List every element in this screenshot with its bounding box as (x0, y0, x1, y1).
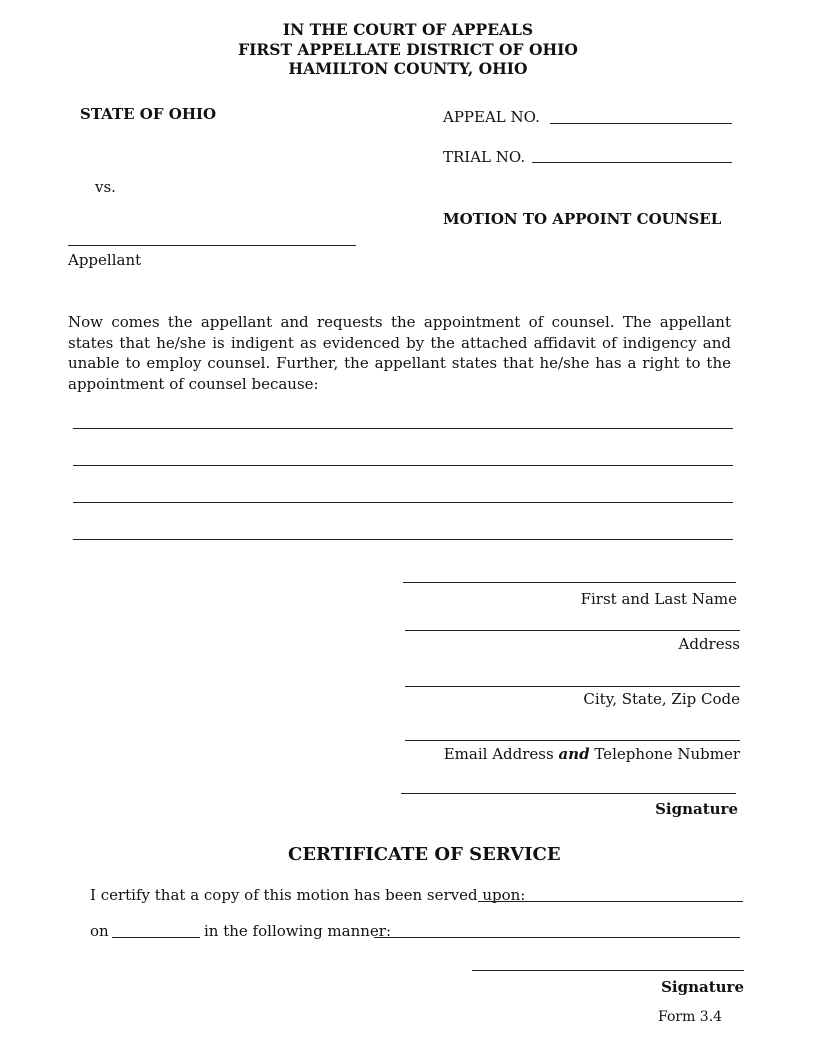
certificate-signature-label: Signature (661, 978, 744, 996)
city-line[interactable] (405, 686, 740, 687)
on-label: on (90, 922, 109, 940)
certificate-signature-line[interactable] (472, 970, 744, 971)
contact-label-email: Email Address (443, 745, 559, 763)
contact-label-and: and (558, 745, 590, 763)
certificate-title: CERTIFICATE OF SERVICE (288, 844, 561, 865)
name-label: First and Last Name (580, 590, 737, 608)
form-number: Form 3.4 (658, 1009, 723, 1025)
served-text: I certify that a copy of this motion has been served upon: (90, 886, 526, 904)
served-upon-line[interactable] (478, 901, 743, 902)
motion-paragraph: Now comes the appellant and requests the appointment of counsel. The appellant states that he/she is indigent as evidenced by the attached affidavit of indigency and unable to employ counsel. Further, the appellant states that he/she has a right to the appointment of counsel because: (68, 313, 731, 394)
signature-label: Signature (655, 800, 738, 818)
reason-line[interactable] (73, 428, 733, 429)
address-label: Address (678, 635, 740, 653)
address-line[interactable] (405, 630, 740, 631)
contact-label-phone: Telephone Nubmer (589, 745, 740, 763)
manner-label: in the following manner: (204, 922, 392, 940)
motion-title: MOTION TO APPOINT COUNSEL (443, 210, 722, 228)
signature-line[interactable] (401, 793, 736, 794)
trial-no-label: TRIAL NO. (443, 148, 526, 166)
county-name: HAMILTON COUNTY, OHIO (288, 59, 528, 78)
contact-line[interactable] (405, 740, 740, 741)
appeal-no-line[interactable] (550, 123, 732, 124)
plaintiff-name: STATE OF OHIO (80, 105, 217, 123)
contact-label (405, 745, 740, 763)
reason-line[interactable] (73, 502, 733, 503)
appellant-name-line[interactable] (68, 245, 356, 246)
appellant-label: Appellant (68, 251, 142, 269)
city-label: City, State, Zip Code (583, 690, 740, 708)
appeal-no-label: APPEAL NO. (443, 108, 540, 126)
court-name: IN THE COURT OF APPEALS (282, 20, 534, 39)
reason-line[interactable] (73, 539, 733, 540)
service-date-line[interactable] (112, 937, 200, 938)
trial-no-line[interactable] (532, 162, 732, 163)
versus-label: vs. (95, 178, 116, 196)
district-name: FIRST APPELLATE DISTRICT OF OHIO (238, 40, 578, 59)
name-line[interactable] (403, 582, 736, 583)
reason-line[interactable] (73, 465, 733, 466)
service-manner-line[interactable] (374, 937, 740, 938)
